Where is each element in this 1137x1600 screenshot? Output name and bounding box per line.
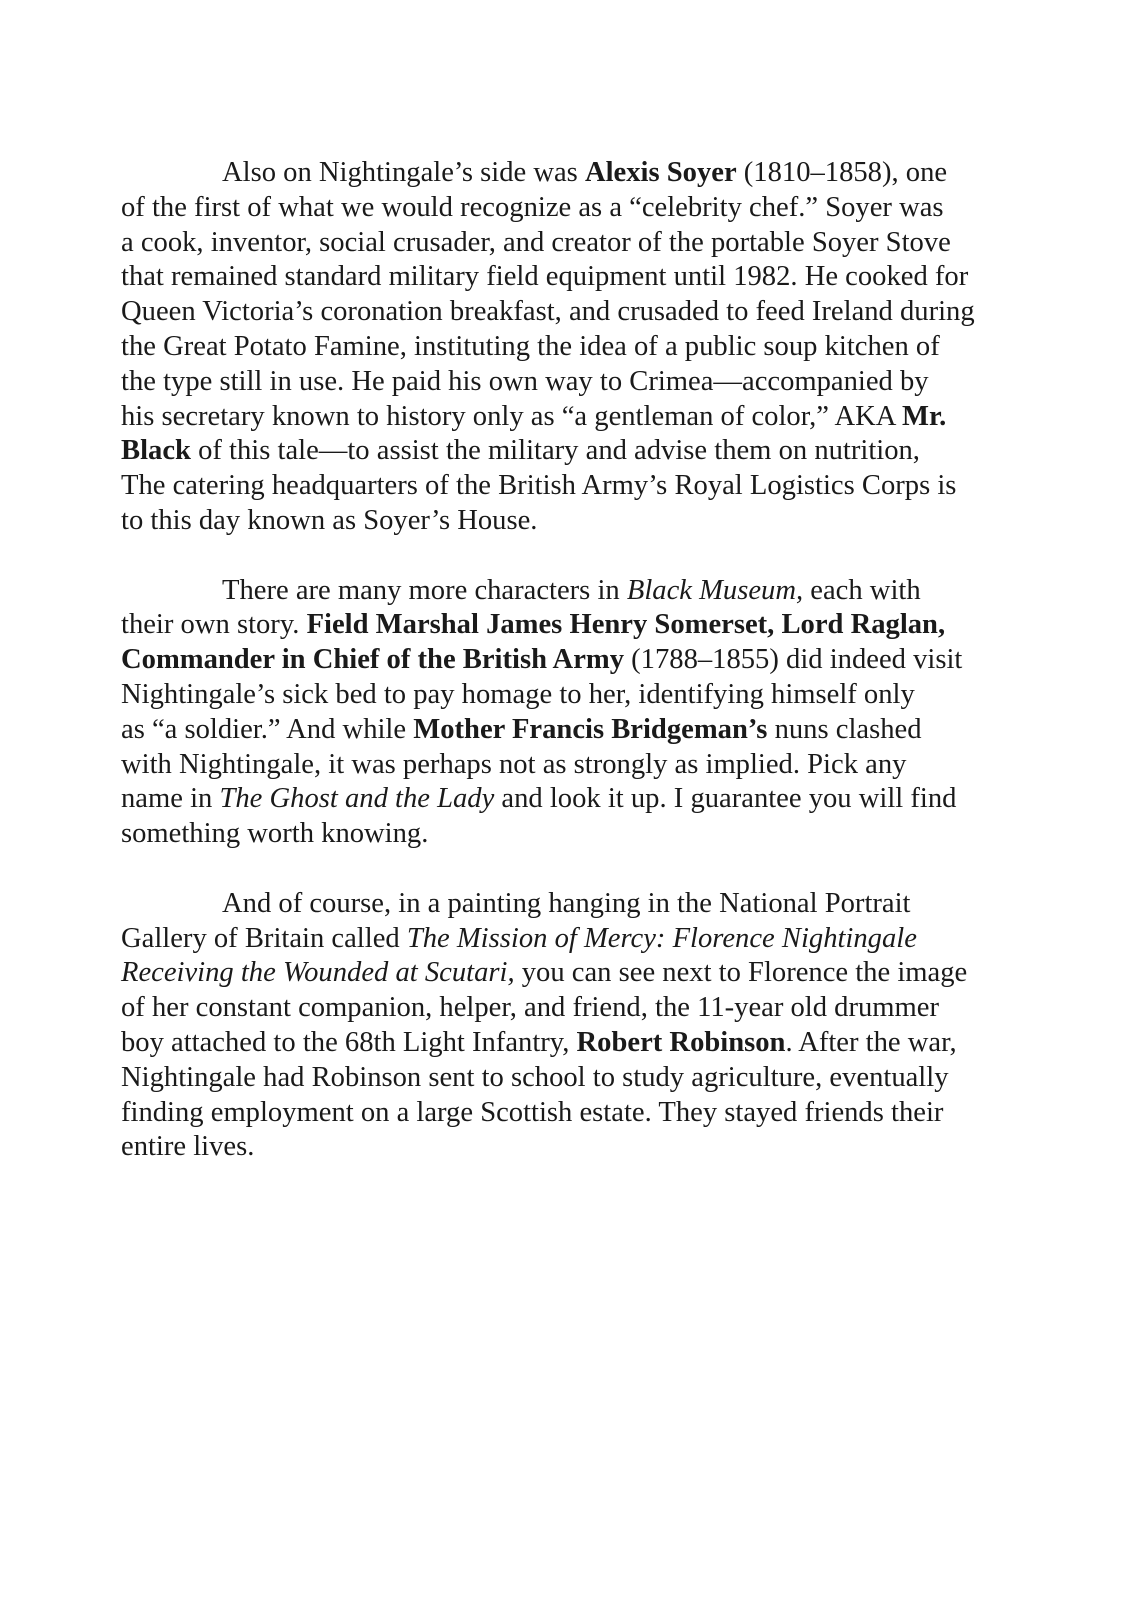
italic-text: The Ghost and the Lady [219,783,495,815]
text-run: There are many more characters in [222,574,627,606]
text-line [121,574,1041,609]
text-line [121,922,1041,957]
text-line [121,748,1041,783]
bold-text: Robert Robinson [576,1026,786,1058]
text-run: . After the war, [785,1026,957,1058]
italic-text: Receiving the Wounded at Scutari, [121,957,515,989]
text-line [121,608,1041,643]
text-run: (1788–1855) did indeed visit [624,644,963,676]
text-line [121,400,1041,435]
text-run: Nightingale’s sick bed to pay homage to her, identifying himself only [121,678,915,710]
text-line [121,330,1041,365]
text-line [121,678,1041,713]
text-line [121,434,1041,469]
text-line [121,817,1041,852]
bold-text: Mother Francis Bridgeman’s [413,713,768,745]
text-line [121,713,1041,748]
text-run: boy attached to the 68th Light Infantry, [121,1026,577,1058]
paragraph [121,574,1041,852]
paragraph [121,156,1041,539]
text-run: Queen Victoria’s coronation breakfast, and crusaded to feed Ireland during [121,296,975,328]
text-line [121,191,1041,226]
italic-text: The Mission of Mercy: Florence Nightingale [406,922,917,954]
text-run: finding employment on a large Scottish estate. They stayed friends their [121,1096,944,1128]
text-run: Gallery of Britain called [121,922,407,954]
text-line [121,469,1041,504]
text-run: the type still in use. He paid his own way to Crimea—accompanied by [121,365,929,397]
text-line [121,295,1041,330]
text-run: entire lives. [121,1131,255,1163]
text-line [121,1026,1041,1061]
bold-text: Field Marshal James Henry Somerset, Lord Raglan, [306,609,946,641]
text-run: each with [803,574,921,606]
text-run: of the first of what we would recognize as a “celebrity chef.” Soyer was [121,191,944,223]
text-line [121,226,1041,261]
text-line [121,156,1041,191]
text-run: a cook, inventor, social crusader, and creator of the portable Soyer Stove [121,226,951,258]
text-run: And of course, in a painting hanging in the National Portrait [222,887,911,919]
text-line [121,504,1041,539]
text-line [121,1130,1041,1165]
text-run: of her constant companion, helper, and friend, the 11-year old drummer [121,992,939,1024]
text-run: and look it up. I guarantee you will find [494,783,957,815]
text-run: his secretary known to history only as “a gentleman of color,” AKA [121,400,903,432]
text-run: nuns clashed [767,713,922,745]
bold-text: Commander in Chief of the British Army [121,644,625,676]
text-line [121,782,1041,817]
body-text [121,156,1041,1165]
text-run: their own story. [121,609,307,641]
text-run: Also on Nightingale’s side was [222,157,585,188]
text-line [121,956,1041,991]
text-line [121,643,1041,678]
italic-text: Black Museum, [626,574,804,606]
text-line [121,1061,1041,1096]
text-run: with Nightingale, it was perhaps not as strongly as implied. Pick any [121,748,907,780]
bold-text: Mr. [902,400,947,432]
text-line [121,365,1041,400]
text-run: something worth knowing. [121,818,429,850]
text-run: name in [121,783,220,815]
text-run: the Great Potato Famine, instituting the idea of a public soup kitchen of [121,330,940,362]
bold-text: Alexis Soyer [584,157,737,188]
bold-text: Black [121,435,191,467]
text-run: Nightingale had Robinson sent to school to study agriculture, eventually [121,1061,949,1093]
text-run: that remained standard military field equipment until 1982. He cooked for [121,261,969,293]
text-line [121,1096,1041,1131]
text-run: you can see next to Florence the image [514,957,968,989]
text-run: as “a soldier.” And while [121,713,414,745]
text-run: (1810–1858), one [736,157,948,188]
text-line [121,887,1041,922]
text-line [121,991,1041,1026]
text-run: The catering headquarters of the British Army’s Royal Logistics Corps is [121,470,957,502]
text-run: of this tale—to assist the military and advise them on nutrition, [190,435,920,467]
text-line [121,260,1041,295]
text-run: to this day known as Soyer’s House. [121,504,538,536]
paragraph [121,887,1041,1165]
